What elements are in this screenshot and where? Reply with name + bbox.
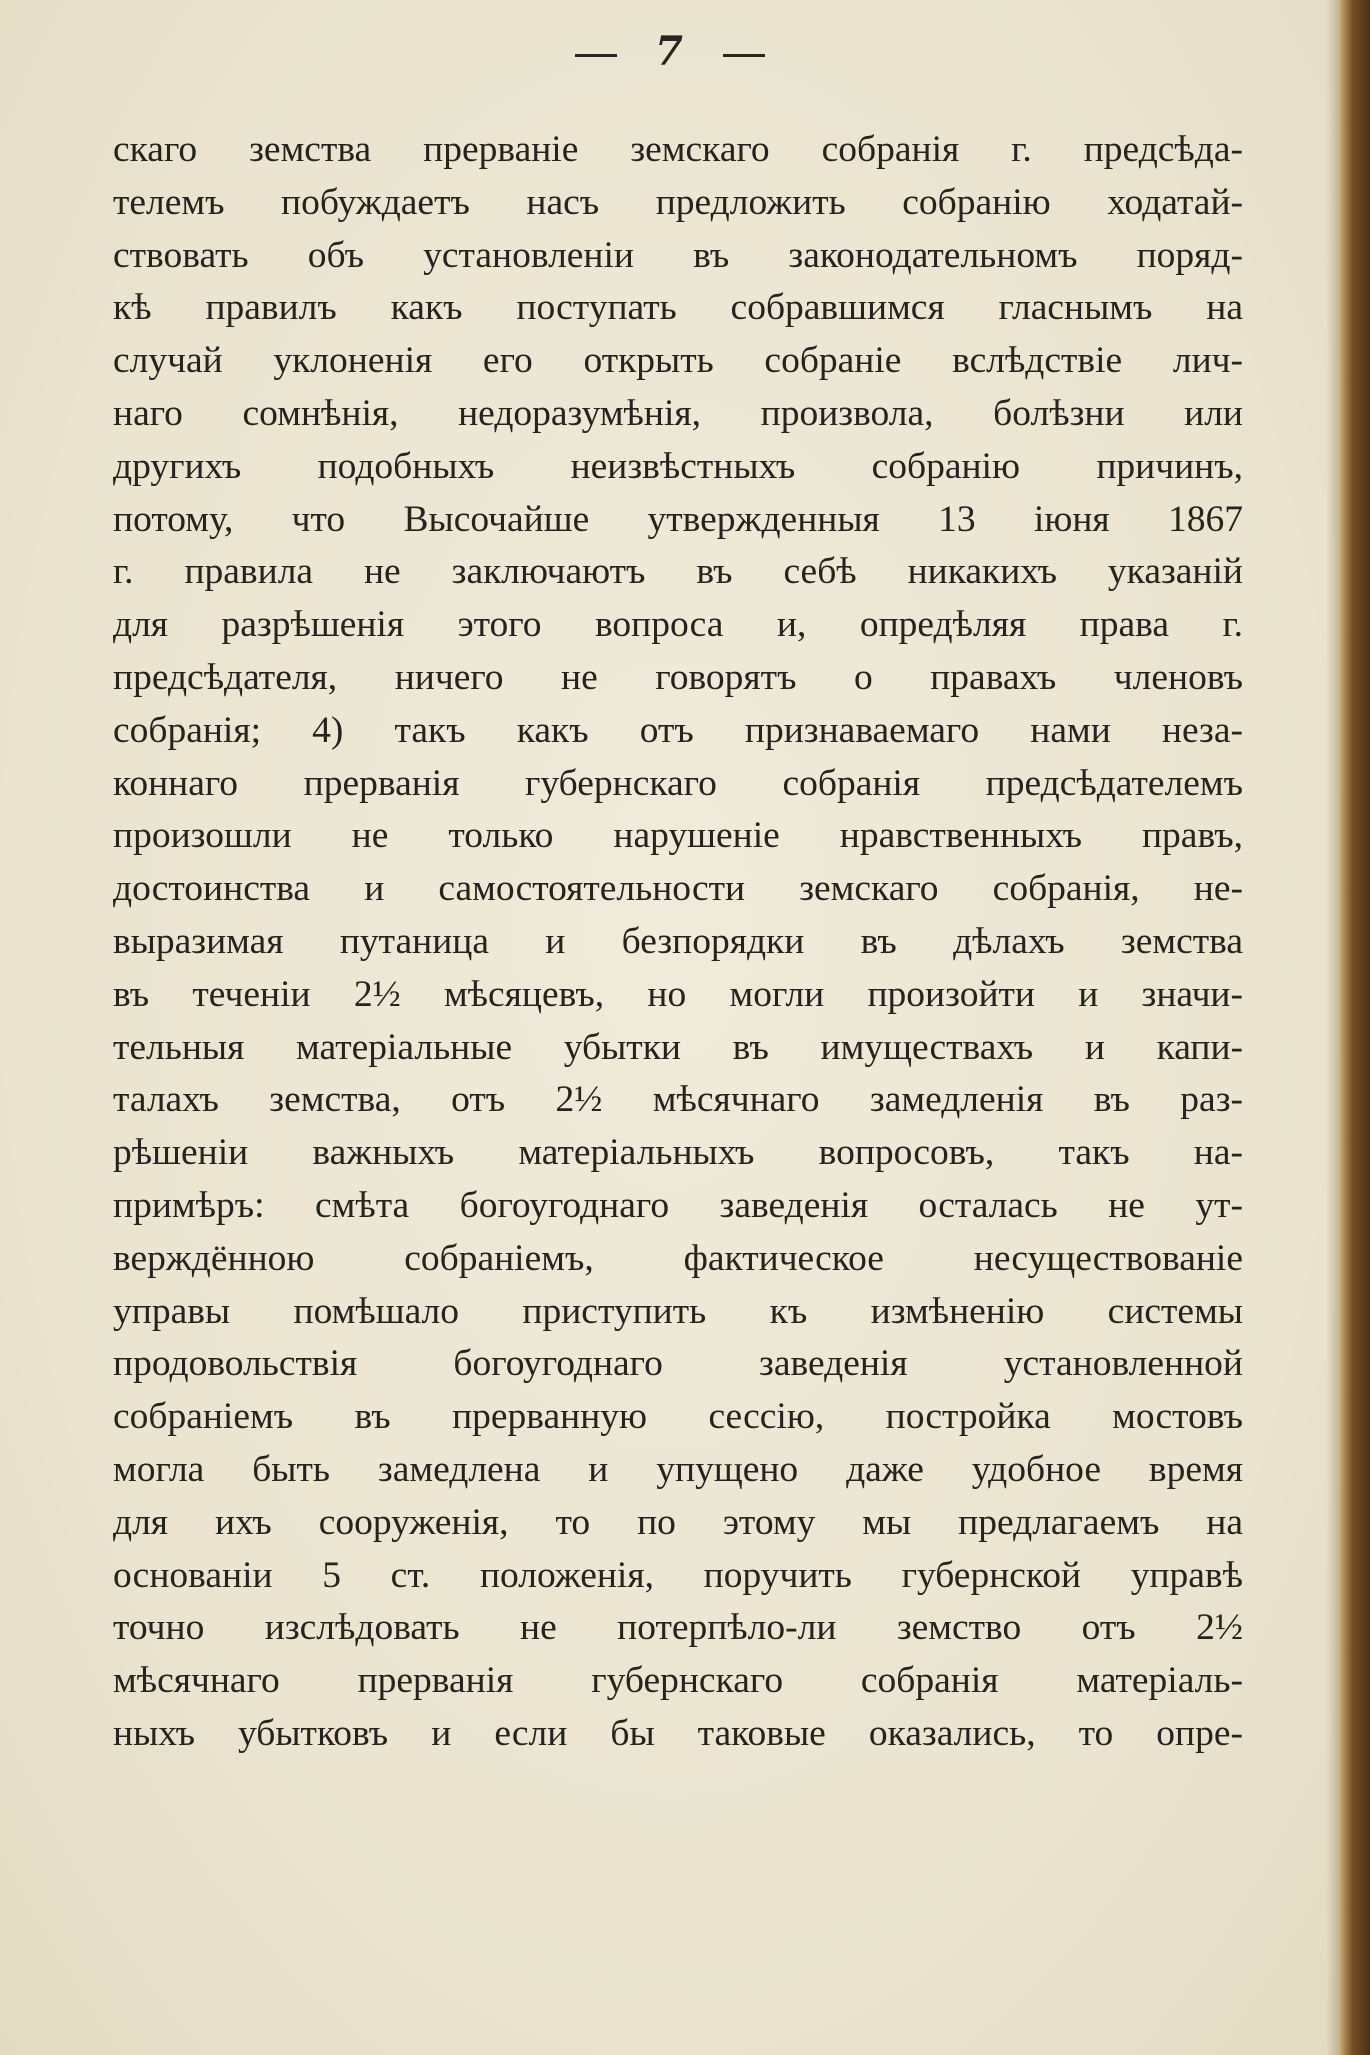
text-line: достоинства и самостоятельности земскаго собранiя, не-	[113, 868, 1243, 910]
text-line: ствовать объ установленiи въ законодательномъ поряд-	[113, 234, 1243, 276]
text-line: выразимая путаница и безпорядки въ дѣлахъ земства	[113, 920, 1243, 962]
text-line: для разрѣшенiя этого вопроса и, опредѣляя права г.	[113, 604, 1243, 646]
page-edge-shadow	[1326, 0, 1340, 2055]
text-line: основанiи 5 ст. положенiя, поручить губернской управѣ	[113, 1554, 1243, 1596]
text-line: ныхъ убытковъ и если бы таковые оказались, то опре-	[113, 1712, 1243, 1754]
text-line: рѣшенiи важныхъ матерiальныхъ вопросовъ, такъ на-	[113, 1132, 1243, 1174]
text-line: коннаго прерванiя губернскаго собранiя предсѣдателемъ	[113, 762, 1243, 804]
body-text	[113, 124, 1243, 1761]
text-line: управы помѣшало приступить къ измѣненiю системы	[113, 1290, 1243, 1332]
text-line: могла быть замедлена и упущено даже удобное время	[113, 1448, 1243, 1490]
text-line: продовольствiя богоугоднаго заведенiя установленной	[113, 1343, 1243, 1385]
text-line: произошли не только нарушенiе нравственныхъ правъ,	[113, 815, 1243, 857]
text-line: потому, что Высочайше утвержденныя 13 iюня 1867	[113, 498, 1243, 540]
page-header	[0, 28, 1340, 75]
header-dash-left	[575, 54, 617, 57]
text-line: для ихъ сооруженiя, то по этому мы предлагаемъ на	[113, 1501, 1243, 1543]
header-dash-right	[723, 54, 765, 57]
text-line: другихъ подобныхъ неизвѣстныхъ собранiю причинъ,	[113, 445, 1243, 487]
text-line: предсѣдателя, ничего не говорятъ о правахъ членовъ	[113, 656, 1243, 698]
text-line: наго сомнѣнiя, недоразумѣнiя, произвола, болѣзни или	[113, 392, 1243, 434]
text-line: верждённою собранiемъ, фактическое несуществованiе	[113, 1237, 1243, 1279]
text-line: въ теченiи 2½ мѣсяцевъ, но могли произойти и значи-	[113, 973, 1243, 1015]
text-line: кѣ правилъ какъ поступать собравшимся гласнымъ на	[113, 287, 1243, 329]
book-binding-edge	[1340, 0, 1370, 2055]
text-line: г. правила не заключаютъ въ себѣ никакихъ указанiй	[113, 551, 1243, 593]
text-line: телемъ побуждаетъ насъ предложить собранiю ходатай-	[113, 181, 1243, 223]
text-line: примѣръ: смѣта богоугоднаго заведенiя осталась не ут-	[113, 1184, 1243, 1226]
text-line: случай уклоненiя его открыть собранiе вслѣдствiе лич-	[113, 340, 1243, 382]
text-line: скаго земства прерванiе земскаго собранiя г. предсѣда-	[113, 129, 1243, 170]
text-line: талахъ земства, отъ 2½ мѣсячнаго замедленiя въ раз-	[113, 1079, 1243, 1121]
text-line: мѣсячнаго прерванiя губернскаго собранiя матерiаль-	[113, 1660, 1243, 1702]
text-line: собранiемъ въ прерванную сессiю, постройка мостовъ	[113, 1396, 1243, 1438]
page-number: 7	[655, 28, 685, 75]
text-line: тельныя матерiальные убытки въ имуществахъ и капи-	[113, 1026, 1243, 1068]
text-line: собранiя; 4) такъ какъ отъ признаваемаго нами неза-	[113, 709, 1243, 751]
text-line: точно изслѣдовать не потерпѣло-ли земство отъ 2½	[113, 1607, 1243, 1649]
